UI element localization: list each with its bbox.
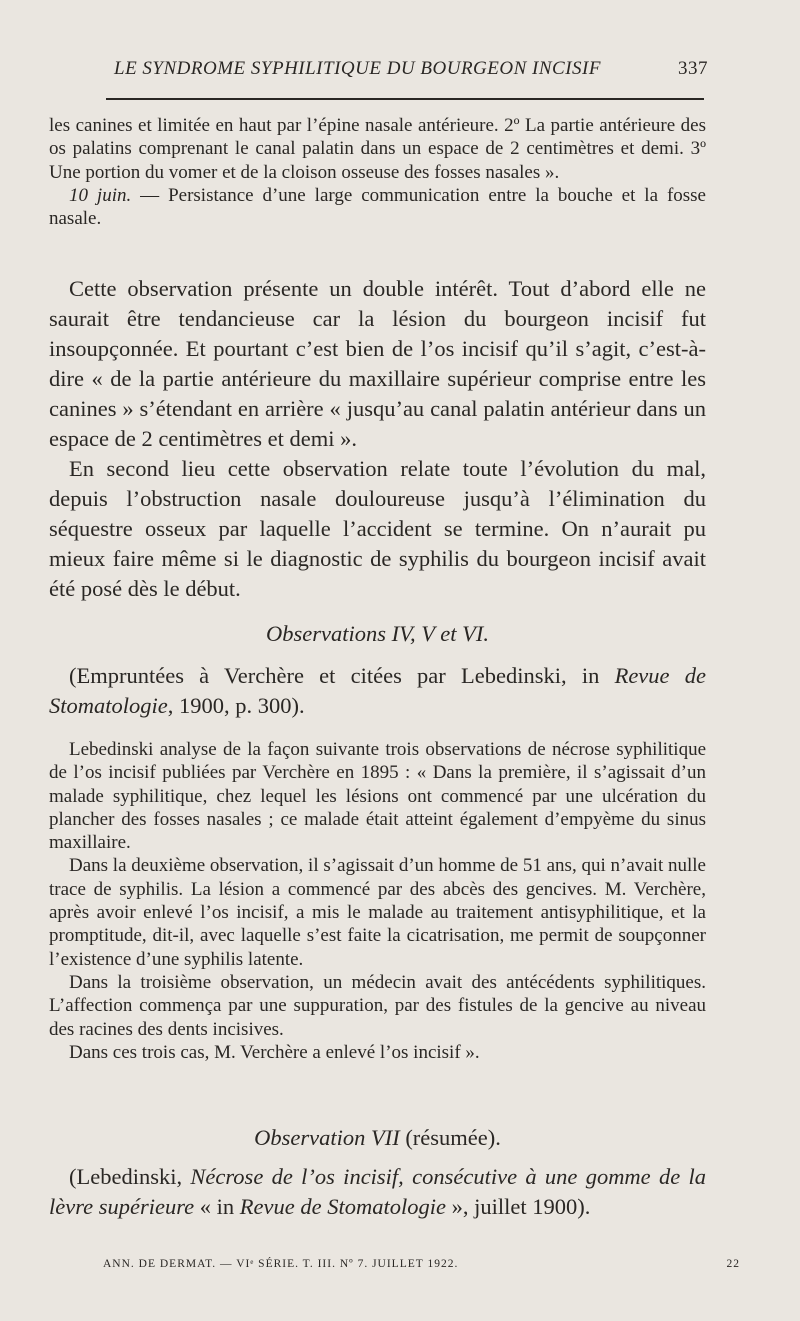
observations-summary — [49, 738, 706, 1064]
quote-paragraph: les canines et limitée en haut par l’épine nasale antérieure. 2º La partie antérieure des os palatins comprenant le canal palatin dans un espace de 2 centimètres et demi. 3º Une portion du vomer et de la cloison osseuse des fosses nasales ». — [49, 115, 706, 183]
source-citation-1: (Empruntées à Verchère et citées par Lebedinski, in Revue de Stomatologie, 1900, p. 300). — [49, 663, 706, 718]
running-header — [114, 58, 708, 80]
commentary — [49, 274, 706, 604]
summary-paragraph-1: Lebedinski analyse de la façon suivante trois observations de nécrose syphilitique de l’os incisif publiées par Verchère en 1895 : « Dans la première, il s’agissait d’un malade syphilitique, chez lequel les lésions ont commencé par une ulcération du plancher des fosses nasales ; ce malade était atteint également d’empyème du sinus maxillaire. — [49, 739, 706, 854]
entry-text: — Persistance d’une large communication entre la bouche et la fosse nasale. — [49, 184, 706, 230]
journal-title: Revue de Stomatologie — [239, 1194, 446, 1219]
signature-mark: 22 — [726, 1258, 740, 1270]
section-heading-obs-7: Observation VII (résumée). — [254, 1125, 501, 1150]
commentary-paragraph-2: En second lieu cette observation relate toute l’évolution du mal, depuis l’obstruction nasale douloureuse jusqu’à l’élimination du séquestre osseux par laquelle l’accident se termine. On n’aurait pu mieux faire même si le diagnostic de syphilis du bourgeon incisif avait été posé dès le début. — [49, 456, 706, 601]
source-citation-2: (Lebedinski, Nécrose de l’os incisif, consécutive à une gomme de la lèvre supérieure « in Revue de Stomatologie », juillet 1900). — [49, 1164, 707, 1219]
section-heading-obs-4-6: Observations IV, V et VI. — [266, 621, 489, 646]
summary-paragraph-3: Dans la troisième observation, un médecin avait des antécédents syphilitiques. L’affection commença par une suppuration, par des fistules de la gencive au niveau des racines des dents incisives. — [49, 971, 706, 1040]
footer — [103, 1258, 740, 1270]
header-rule — [106, 98, 704, 100]
running-title: LE SYNDROME SYPHILITIQUE DU BOURGEON INCISIF — [114, 58, 601, 79]
quoted-observation-end — [49, 114, 706, 230]
footer-citation: ANN. DE DERMAT. — VIᵉ SÉRIE. T. III. Nº 7. JUILLET 1922. — [103, 1258, 459, 1270]
summary-paragraph-4: Dans ces trois cas, M. Verchère a enlevé l’os incisif ». — [69, 1041, 480, 1063]
article-title: Nécrose de l’os incisif, consécutive à une gomme de la lèvre supérieure — [49, 1164, 707, 1219]
entry-date: 10 juin. — [69, 184, 132, 206]
journal-title: Revue de Stomatologie — [49, 663, 706, 718]
page-number: 337 — [678, 58, 708, 79]
commentary-paragraph-1: Cette observation présente un double intérêt. Tout d’abord elle ne saurait être tendancieuse car la lésion du bourgeon incisif fut insoupçonnée. Et pourtant c’est bien de l’os incisif qu’il s’agit, c’est-à-dire « de la partie antérieure du maxillaire supérieur comprise entre les canines » s’étendant en arrière « jusqu’au canal palatin antérieur dans un espace de 2 centimètres et demi ». — [49, 276, 706, 451]
summary-paragraph-2: Dans la deuxième observation, il s’agissait d’un homme de 51 ans, qui n’avait nulle trace de syphilis. La lésion a commencé par des abcès des gencives. M. Verchère, après avoir enlevé l’os incisif, a mis le malade au traitement antisyphilitique, et la promptitude, dit-il, avec laquelle s’est faite la cicatrisation, me permit de soupçonner l’existence d’une syphilis latente. — [49, 855, 706, 970]
